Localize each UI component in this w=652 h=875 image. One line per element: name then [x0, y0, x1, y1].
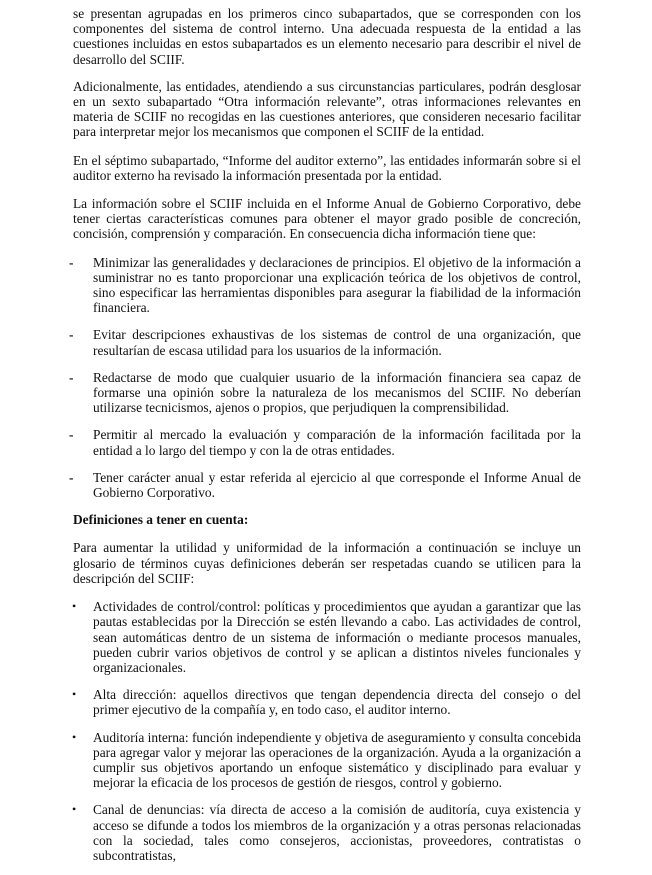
definition-item: [73, 687, 581, 717]
definition-item: [73, 802, 581, 863]
definition-text: Auditoría interna: función independiente y objetiva de aseguramiento y consulta concebida para agregar valor y mejorar las operaciones de la organización. Ayuda a la organización a cumplir sus objetivos aportando un enfoque sistemático y disciplinado para evaluar y mejorar la eficacia de los procesos de gestión de riesgos, control y gobierno.: [93, 729, 581, 791]
document-page: [69, 6, 581, 875]
dash-marker: -: [69, 427, 74, 443]
dash-marker: -: [69, 469, 74, 485]
definition-item: [73, 599, 581, 675]
dash-marker: -: [69, 369, 74, 385]
intro-paragraph-2: Adicionalmente, las entidades, atendiendo a sus circunstancias particulares, podrán desglosar en un sexto subapartado “Otra información relevante”, otras informaciones relevantes en materia de SCIIF no recogidas en las cuestiones anteriores, que consideren necesario facilitar para interpretar mejor los mecanismos que componen el SCIIF de la entidad.: [73, 78, 581, 140]
definitions-intro: Para aumentar la utilidad y uniformidad de la información a continuación se incluye un glosario de términos cuyas definiciones deberán ser respetadas cuando se utilicen para la descripción del SCIIF:: [73, 540, 581, 586]
dash-marker: -: [69, 254, 74, 270]
definition-item: [73, 730, 581, 791]
definition-text: Canal de denuncias: vía directa de acceso a la comisión de auditoría, cuya existencia y acceso se difunde a todos los miembros de la organización y a otras personas relacionadas con la sociedad, tales como consejeros, accionistas, proveedores, contratistas o subcontratistas,: [93, 802, 581, 863]
requirement-text: Minimizar las generalidades y declaraciones de principios. El objetivo de la información a suministrar no es tanto proporcionar una explicación teórica de los objetivos de control, sino especificar las herramientas disponibles para asegurar la fiabilidad de la información financiera.: [93, 254, 581, 316]
requirement-item: [69, 369, 581, 416]
requirement-text: Tener carácter anual y estar referida al ejercicio al que corresponde el Informe Anual de Gobierno Corporativo.: [93, 469, 581, 501]
requirement-item: [69, 469, 581, 501]
bullet-marker: •: [72, 729, 77, 744]
intro-paragraph-4: La información sobre el SCIIF incluida en el Informe Anual de Gobierno Corporativo, debe tener ciertas características comunes para obtener el mayor grado posible de concreción, concisión, comprensión y comparación. En consecuencia dicha información tiene que:: [73, 196, 581, 242]
requirement-text: Evitar descripciones exhaustivas de los sistemas de control de una organización, que resultarían de escasa utilidad para los usuarios de la información.: [93, 327, 581, 358]
intro-paragraph-1: se presentan agrupadas en los primeros cinco subapartados, que se corresponden con los componentes del sistema de control interno. Una adecuada respuesta de la entidad a las cuestiones incluidas en estos subapartados es un elemento necesario para describir el nivel de desarrollo del SCIIF.: [73, 6, 581, 67]
bullet-marker: •: [72, 802, 77, 817]
definition-text: Actividades de control/control: políticas y procedimientos que ayudan a garantizar que las pautas establecidas por la Dirección se estén llevando a cabo. Las actividades de control, sean automáticas dentro de un sistema de información o mediante procesos manuales, pueden cubrir varios objetivos de control y se aplican a distintos niveles funcionales y organizacionales.: [93, 599, 581, 675]
requirement-item: [69, 254, 581, 316]
definition-text: Alta dirección: aquellos directivos que tengan dependencia directa del consejo o del primer ejecutivo de la compañía y, en todo caso, el auditor interno.: [93, 687, 581, 718]
definitions-heading: Definiciones a tener en cuenta:: [73, 512, 249, 528]
requirement-text: Permitir al mercado la evaluación y comparación de la información facilitada por la entidad a lo largo del tiempo y con la de otras entidades.: [93, 427, 581, 458]
requirement-item: [69, 327, 581, 358]
definitions-list: [73, 599, 581, 863]
dash-marker: -: [69, 327, 74, 343]
requirements-list: [69, 254, 581, 501]
requirement-item: [69, 427, 581, 458]
bullet-marker: •: [72, 599, 77, 614]
requirement-text: Redactarse de modo que cualquier usuario de la información financiera sea capaz de formarse una opinión sobre la naturaleza de los mecanismos del SCIIF. No deberían utilizarse tecnicismos, ajenos o propios, que perjudiquen la comprensibilidad.: [93, 369, 581, 416]
bullet-marker: •: [72, 687, 77, 702]
intro-paragraph-3: En el séptimo subapartado, “Informe del auditor externo”, las entidades informarán sobre si el auditor externo ha revisado la información presentada por la entidad.: [73, 152, 581, 183]
